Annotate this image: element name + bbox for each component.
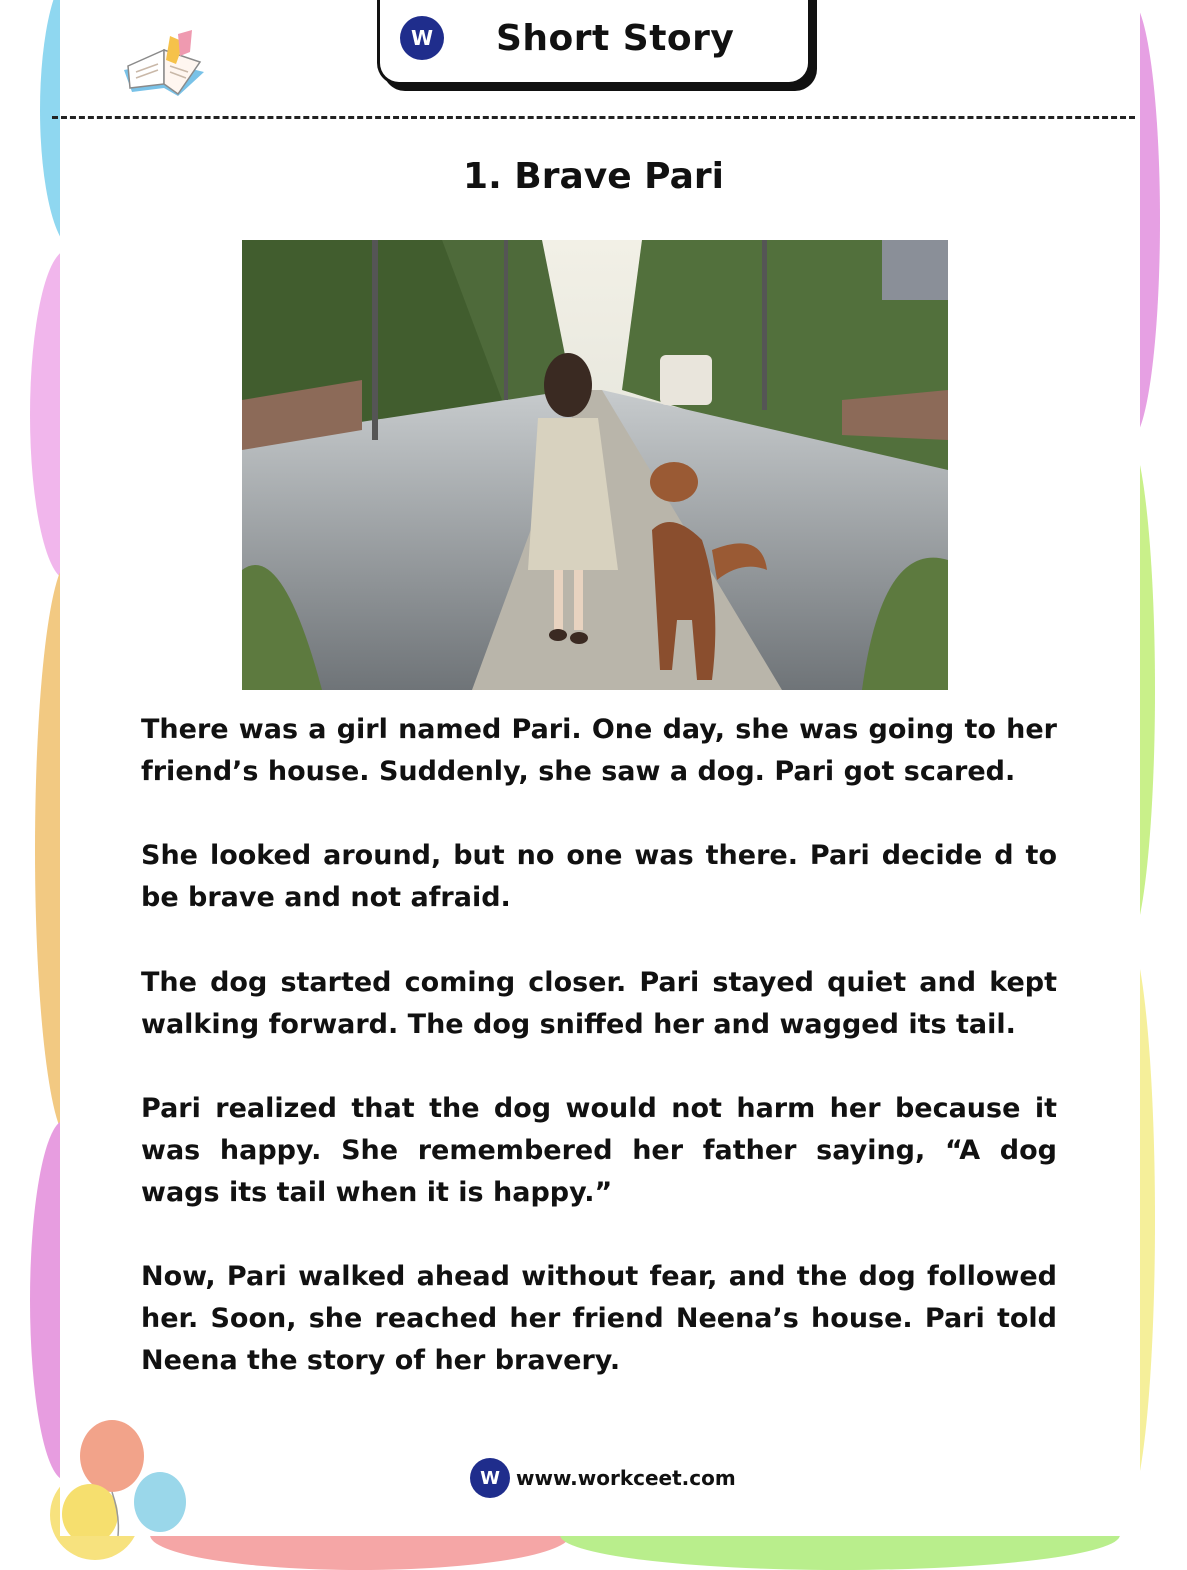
balloons-decoration [60,1420,190,1536]
dashed-divider [52,116,1135,119]
story-paragraph: She looked around, but no one was there. Pari decide d to be brave and not afraid. [141,840,1057,913]
logo-letter: W [410,26,434,50]
story-paragraph: Now, Pari walked ahead without fear, and the dog followed her. Soon, she reached her friend Neena’s house. Pari told Neena the story of her bravery. [141,1261,1057,1376]
story-paragraph: The dog started coming closer. Pari stayed quiet and kept walking forward. The dog sniffed her and wagged its tail. [141,967,1057,1040]
workceet-logo [400,16,444,60]
workceet-logo [470,1458,510,1498]
logo-letter: W [480,1467,500,1489]
header-title: Short Story [496,17,735,59]
story-paragraph: Pari realized that the dog would not harm her because it was happy. She remembered her father saying, “A dog wags its tail when it is happy.” [141,1093,1057,1208]
story-illustration [242,240,948,690]
story-title: 1. Brave Pari [463,156,724,197]
header-tab [377,0,811,85]
footer [470,1458,736,1498]
footer-url[interactable]: www.workceet.com [516,1466,736,1490]
story-paragraph: There was a girl named Pari. One day, she was going to her friend’s house. Suddenly, she saw a dog. Pari got scared. [141,714,1057,787]
open-book-icon [118,22,210,102]
